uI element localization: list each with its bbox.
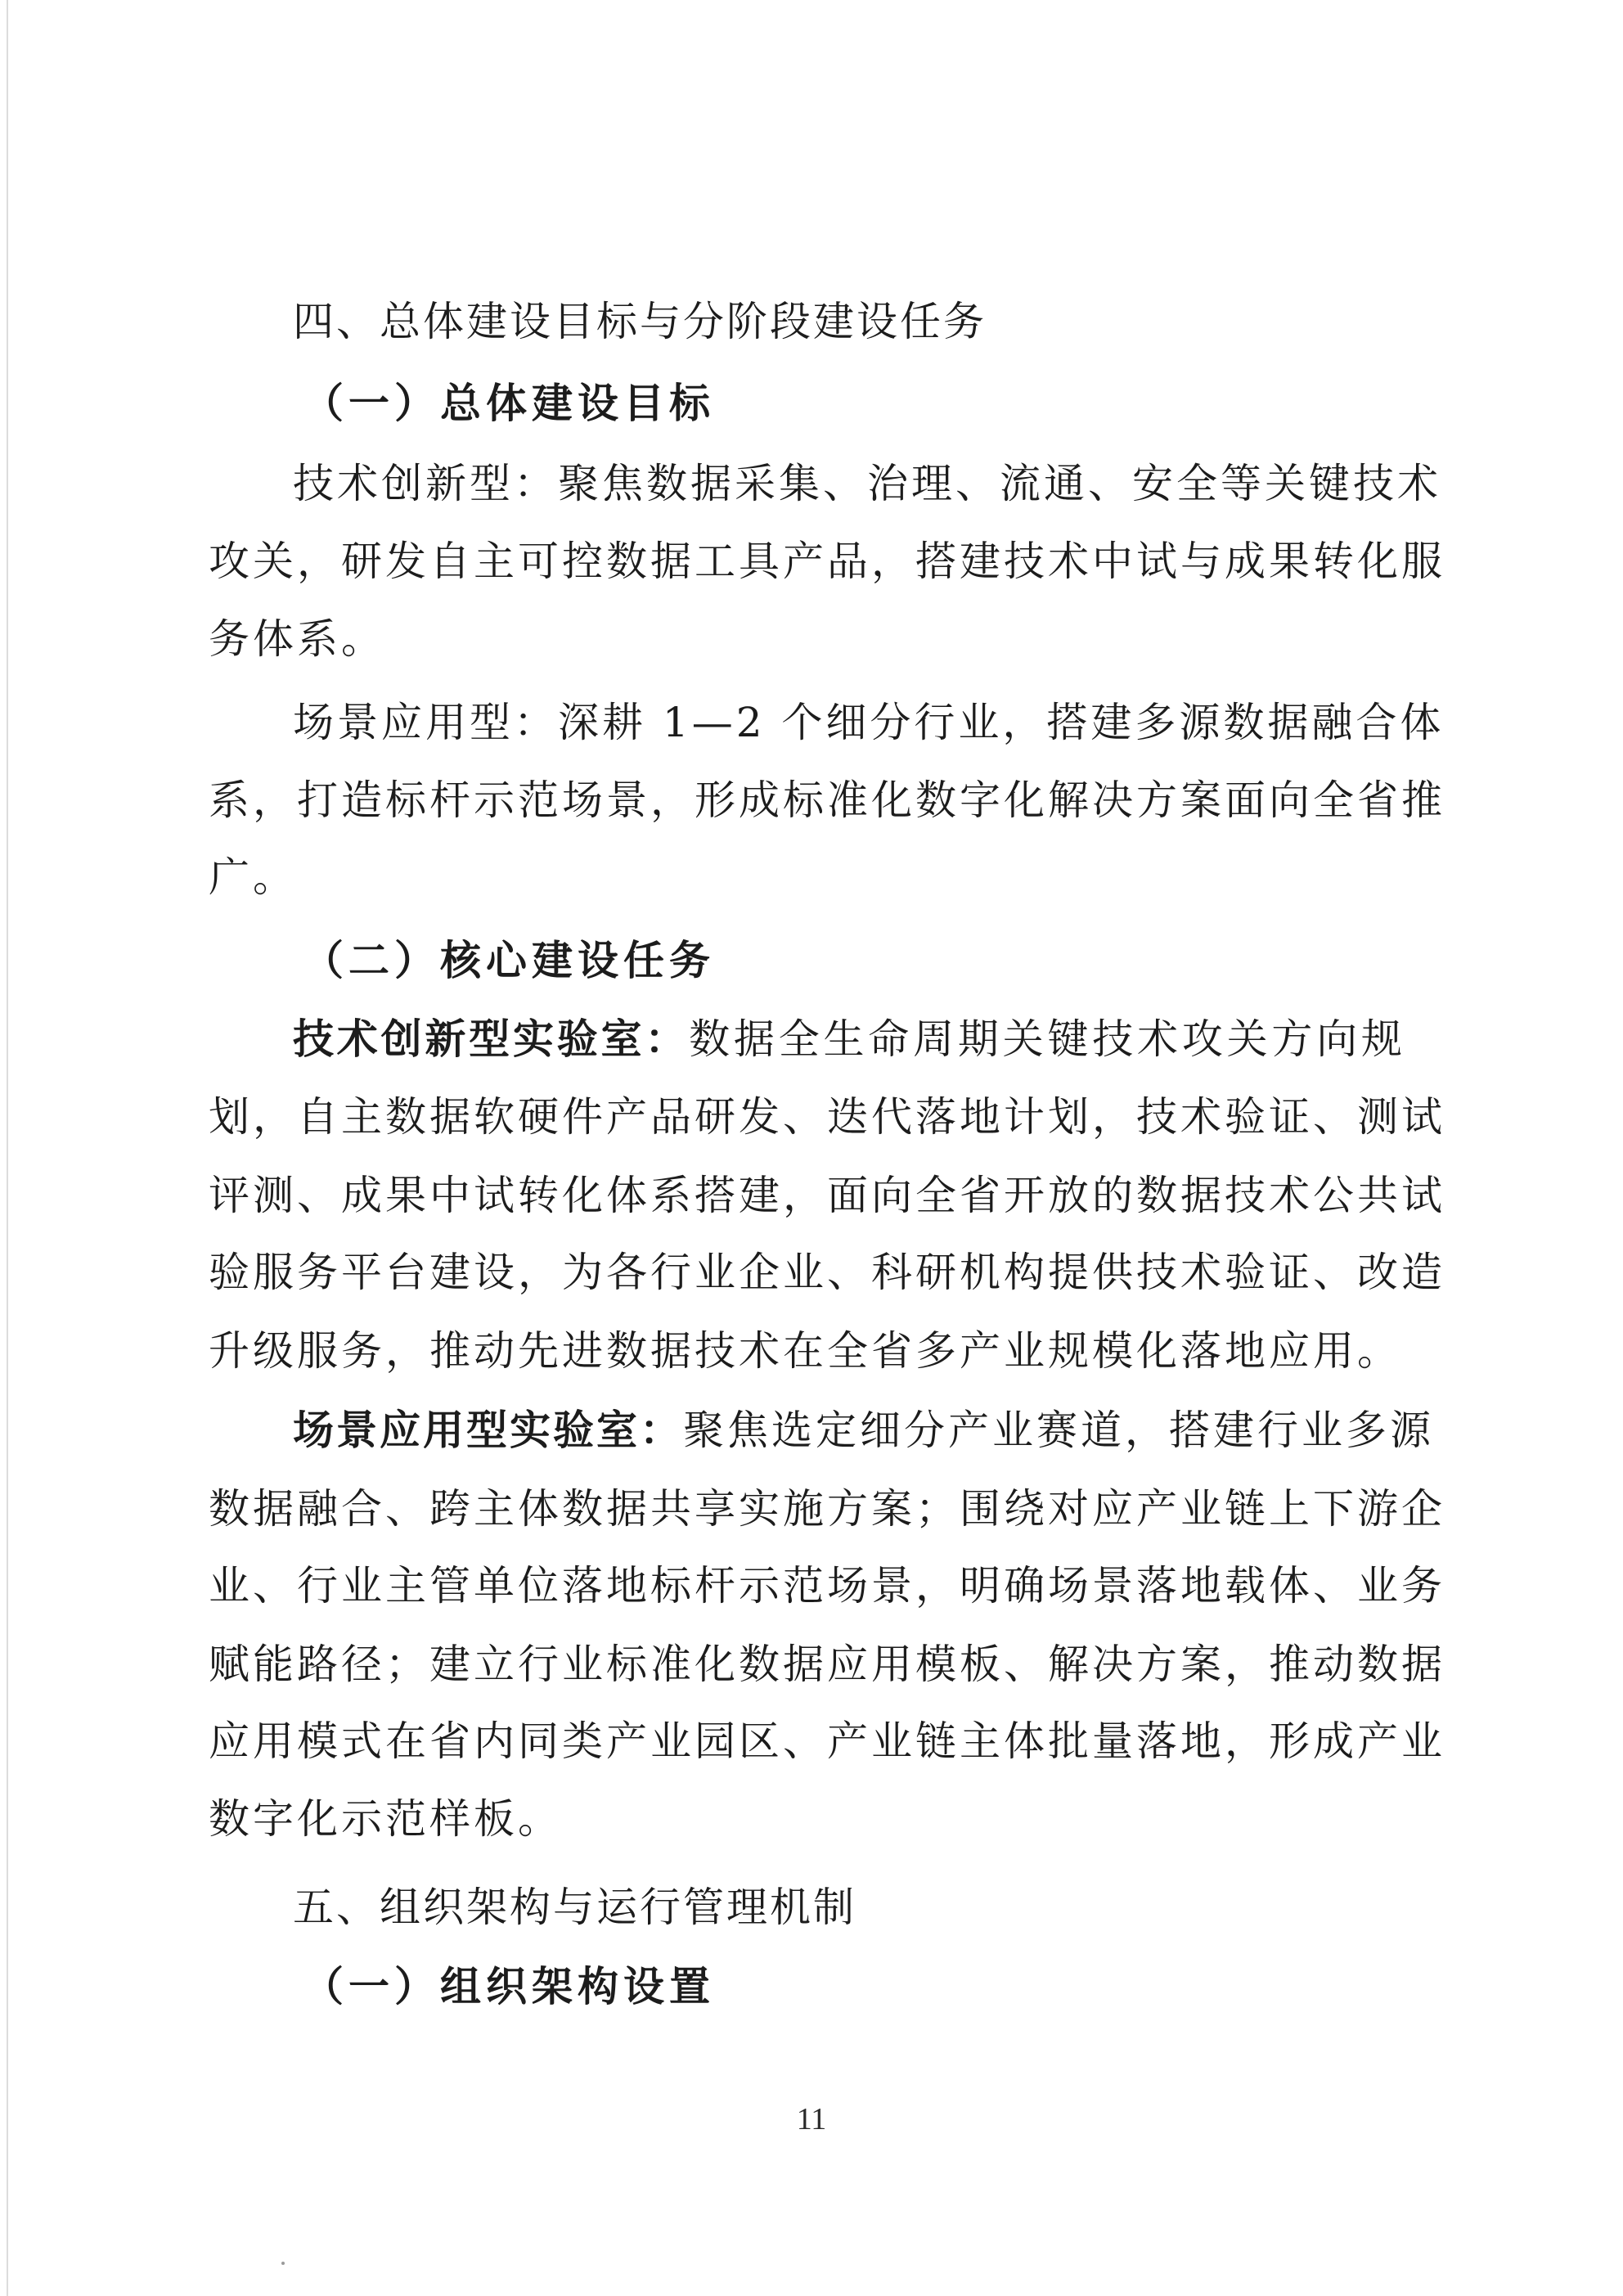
section-heading-5: 五、组织架构与运行管理机制 xyxy=(293,1884,856,1931)
paragraph-tech-innovation-line-2: 攻关，研发自主可控数据工具产品，搭建技术中试与成果转化服 xyxy=(209,538,1445,585)
paragraph-scene-lab-line-1 xyxy=(293,1391,1434,1470)
paragraph-scene-application-line-1: 场景应用型：深耕 1—2 个细分行业，搭建多源数据融合体 xyxy=(293,699,1445,746)
paragraph-scene-application-line-3: 广。 xyxy=(209,853,297,901)
subsection-heading-4-2: （二）核心建设任务 xyxy=(303,936,715,984)
page-number: 11 xyxy=(796,2102,827,2136)
paragraph-tech-lab-line-5: 升级服务，推动先进数据技术在全省多产业规模化落地应用。 xyxy=(209,1327,1401,1375)
paragraph-scene-application-line-2: 系，打造标杆示范场景，形成标准化数字化解决方案面向全省推 xyxy=(209,777,1445,824)
scan-speck xyxy=(281,2262,285,2265)
scene-lab-line-1-text: 聚焦选定细分产业赛道，搭建行业多源 xyxy=(683,1407,1434,1454)
paragraph-tech-lab-line-1 xyxy=(293,1000,1405,1078)
paragraph-scene-lab-line-3: 业、行业主管单位落地标杆示范场景，明确场景落地载体、业务 xyxy=(209,1562,1445,1609)
paragraph-scene-lab-line-5: 应用模式在省内同类产业园区、产业链主体批量落地，形成产业 xyxy=(209,1717,1445,1765)
paragraph-scene-lab-line-2: 数据融合、跨主体数据共享实施方案；围绕对应产业链上下游企 xyxy=(209,1485,1445,1533)
paragraph-tech-innovation-line-1: 技术创新型：聚焦数据采集、治理、流通、安全等关键技术 xyxy=(293,460,1441,507)
subsection-heading-5-1: （一）组织架构设置 xyxy=(303,1962,715,2010)
paragraph-tech-innovation-line-3: 务体系。 xyxy=(209,615,385,663)
subsection-heading-4-1: （一）总体建设目标 xyxy=(303,379,715,427)
paragraph-tech-lab-line-3: 评测、成果中试转化体系搭建，面向全省开放的数据技术公共试 xyxy=(209,1172,1445,1219)
section-heading-4: 四、总体建设目标与分阶段建设任务 xyxy=(293,298,987,345)
paragraph-scene-lab-line-4: 赋能路径；建立行业标准化数据应用模板、解决方案，推动数据 xyxy=(209,1641,1445,1688)
paragraph-tech-lab-line-4: 验服务平台建设，为各行业企业、科研机构提供技术验证、改造 xyxy=(209,1249,1445,1296)
paragraph-scene-lab-line-6: 数字化示范样板。 xyxy=(209,1795,562,1843)
tech-lab-lead-term: 技术创新型实验室： xyxy=(293,1015,690,1063)
paragraph-tech-lab-line-2: 划，自主数据软硬件产品研发、迭代落地计划，技术验证、测试 xyxy=(209,1093,1445,1141)
tech-lab-line-1-text: 数据全生命周期关键技术攻关方向规 xyxy=(689,1015,1405,1063)
scene-lab-lead-term: 场景应用型实验室： xyxy=(293,1407,683,1454)
